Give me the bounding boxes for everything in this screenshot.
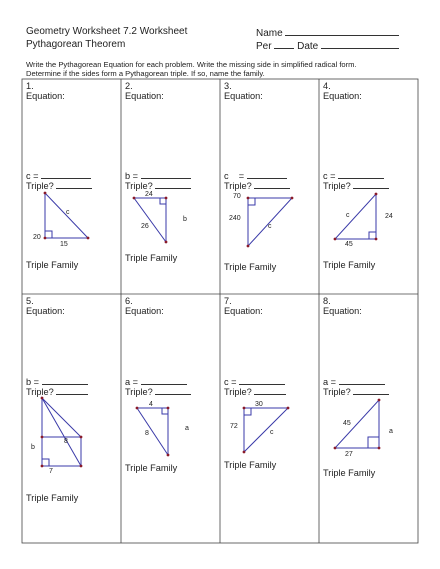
vertex-dot [80, 465, 83, 468]
answer-var-label: a = [323, 377, 337, 387]
answer-blank[interactable] [41, 169, 91, 179]
side-label: c [346, 212, 350, 219]
answer-var-label: c = [26, 171, 39, 181]
equation-label: Equation: [125, 306, 164, 316]
answer-var-label: c = [224, 377, 237, 387]
side-label: 8 [145, 430, 149, 437]
side-label: 45 [345, 241, 353, 248]
triple-label: Triple? [224, 387, 252, 397]
right-angle-mark [248, 198, 255, 205]
answer-var-label: a = [125, 377, 139, 387]
triple-label: Triple? [224, 181, 252, 191]
triple-blank[interactable] [254, 385, 286, 395]
side-label: c [66, 209, 70, 216]
side-label: c [268, 223, 272, 230]
vertex-dot [247, 245, 250, 248]
side-label: b [183, 216, 187, 223]
problem-number: 4. [323, 81, 331, 91]
figure-problem-5 [42, 398, 81, 466]
triple-line[interactable] [26, 385, 88, 398]
triple-line[interactable] [224, 385, 286, 398]
equation-label: Equation: [323, 91, 362, 101]
triangle [134, 198, 166, 242]
triple-line[interactable] [323, 179, 389, 192]
answer-blank[interactable] [42, 375, 88, 385]
vertex-dot [167, 454, 170, 457]
vertex-dot [291, 197, 294, 200]
answer-var-label: c = [224, 171, 245, 181]
side-label: 72 [230, 423, 238, 430]
problem-number: 2. [125, 81, 133, 91]
vertex-dot [87, 237, 90, 240]
side-label: 7 [49, 468, 53, 475]
vertex-dot [41, 465, 44, 468]
triple-family-label: Triple Family [125, 463, 178, 473]
triple-blank[interactable] [155, 385, 191, 395]
side-label: 45 [343, 420, 351, 427]
problem-number: 7. [224, 296, 232, 306]
instructions-line-1: Write the Pythagorean Equation for each problem. Write the missing side in simplified radical form. [26, 60, 357, 69]
side-label: 30 [255, 401, 263, 408]
figure-problem-2 [134, 198, 166, 242]
triple-family-label: Triple Family [323, 260, 376, 270]
vertex-dot [243, 451, 246, 454]
triple-family-label: Triple Family [26, 260, 79, 270]
vertex-dot [136, 407, 139, 410]
answer-var-label: c = [323, 171, 336, 181]
equation-label: Equation: [125, 91, 164, 101]
right-angle-mark [369, 232, 376, 239]
vertex-dot [44, 192, 47, 195]
triangle [335, 400, 379, 448]
triple-line[interactable] [125, 179, 191, 192]
triangle [42, 398, 81, 466]
vertex-dot [165, 197, 168, 200]
answer-var-label: b = [125, 171, 139, 181]
worksheet-title: Geometry Worksheet 7.2 Worksheet [26, 26, 188, 37]
vertex-dot [334, 447, 337, 450]
triple-blank[interactable] [56, 179, 92, 189]
equation-label: Equation: [323, 306, 362, 316]
side-label: 240 [229, 215, 241, 222]
side-label: 27 [345, 451, 353, 458]
vertex-dot [378, 399, 381, 402]
instructions-line-2: Determine if the sides form a Pythagorean triple. If so, name the family. [26, 69, 265, 78]
problem-number: 5. [26, 296, 34, 306]
triple-line[interactable] [224, 179, 290, 192]
triple-label: Triple? [26, 181, 54, 191]
side-label: b [31, 444, 35, 451]
figure-problem-6 [137, 408, 168, 455]
triple-label: Triple? [323, 181, 351, 191]
side-label: 15 [60, 241, 68, 248]
side-label: 26 [141, 223, 149, 230]
figure-problem-8 [335, 400, 379, 448]
triple-label: Triple? [125, 387, 153, 397]
side-label: 24 [145, 191, 153, 198]
triple-line[interactable] [323, 385, 389, 398]
problem-number: 6. [125, 296, 133, 306]
triple-label: Triple? [26, 387, 54, 397]
date-label: Date [297, 41, 319, 52]
triple-blank[interactable] [353, 385, 389, 395]
vertex-dot [287, 407, 290, 410]
side-label: 70 [233, 193, 241, 200]
vertex-dot [165, 241, 168, 244]
vertex-dot [375, 193, 378, 196]
equation-label: Equation: [224, 91, 263, 101]
figure-problem-4 [335, 194, 376, 239]
side-label: 8 [64, 438, 68, 445]
triple-family-label: Triple Family [125, 253, 178, 263]
vertex-dot [44, 237, 47, 240]
triple-family-label: Triple Family [224, 460, 277, 470]
equation-label: Equation: [26, 306, 65, 316]
triangle [137, 408, 168, 455]
triple-family-label: Triple Family [26, 493, 79, 503]
side-label: 20 [33, 234, 41, 241]
triple-blank[interactable] [353, 179, 389, 189]
vertex-dot [378, 447, 381, 450]
problem-number: 1. [26, 81, 34, 91]
side-label: 24 [385, 213, 393, 220]
side-label: a [185, 425, 189, 432]
triple-blank[interactable] [155, 179, 191, 189]
answer-blank[interactable] [247, 169, 287, 179]
name-label: Name [256, 28, 283, 39]
vertex-dot [133, 197, 136, 200]
triple-line[interactable] [26, 179, 92, 192]
triple-blank[interactable] [56, 385, 88, 395]
vertex-dot [247, 197, 250, 200]
per-label: Per [256, 41, 272, 52]
triple-label: Triple? [323, 387, 351, 397]
right-angle-mark [244, 408, 251, 415]
figure-problem-7 [244, 408, 288, 452]
side-label: c [270, 429, 274, 436]
right-angle-mark [368, 437, 379, 448]
problem-number: 8. [323, 296, 331, 306]
vertex-dot [334, 238, 337, 241]
vertex-dot [80, 436, 83, 439]
vertex-dot [41, 436, 44, 439]
right-angle-mark [42, 459, 49, 466]
answer-blank[interactable] [239, 375, 285, 385]
problem-number: 3. [224, 81, 232, 91]
triple-blank[interactable] [254, 179, 290, 189]
vertex-dot [167, 407, 170, 410]
triple-family-label: Triple Family [224, 262, 277, 272]
triple-family-label: Triple Family [323, 468, 376, 478]
equation-label: Equation: [26, 91, 65, 101]
side-label: a [389, 428, 393, 435]
vertex-dot [375, 238, 378, 241]
answer-blank[interactable] [339, 375, 385, 385]
right-angle-mark [45, 231, 52, 238]
answer-var-label: b = [26, 377, 40, 387]
answer-blank[interactable] [338, 169, 384, 179]
triple-label: Triple? [125, 181, 153, 191]
answer-blank[interactable] [141, 375, 187, 385]
worksheet-subtitle: Pythagorean Theorem [26, 39, 126, 50]
triple-line[interactable] [125, 385, 191, 398]
vertex-dot [243, 407, 246, 410]
side-label: 4 [149, 401, 153, 408]
answer-blank[interactable] [141, 169, 191, 179]
figure-problem-3 [248, 198, 292, 246]
equation-label: Equation: [224, 306, 263, 316]
